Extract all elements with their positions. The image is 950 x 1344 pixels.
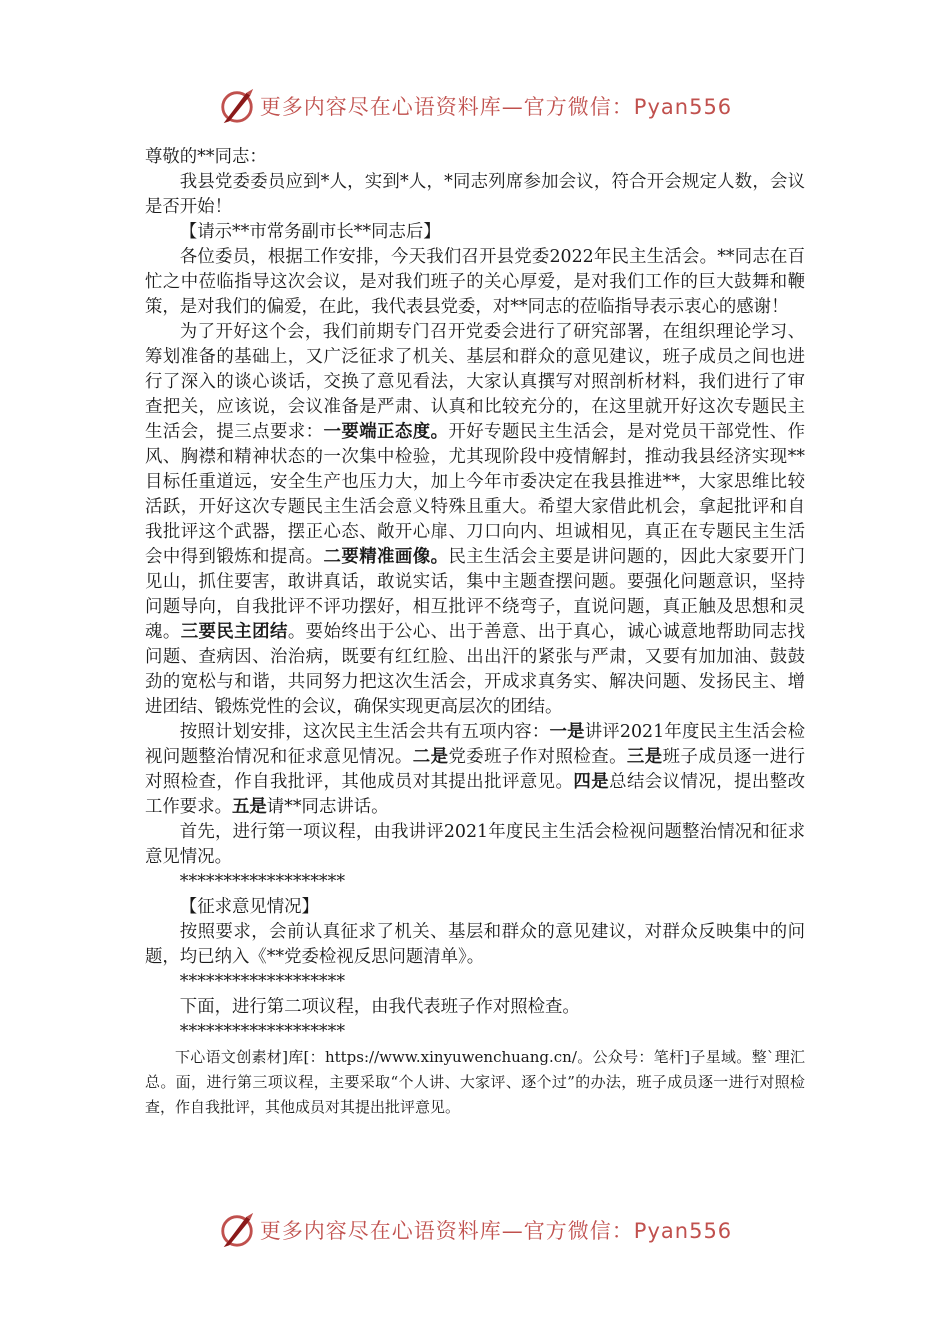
quill-logo-icon: [218, 1211, 256, 1249]
paragraph-welcome: 各位委员，根据工作安排，今天我们召开县党委2022年民主生活会。**同志在百忙之中莅临指导这次会议，是对我们班子的关心厚爱，是对我们工作的巨大鼓舞和鞭策，是对我们的偏爱，在此，我代表县党委，对**同志的莅临指导表示衷心的感谢！: [145, 247, 805, 317]
separator: *******************: [179, 1022, 346, 1042]
header-banner: [0, 84, 950, 128]
bold-point-3: 三要民主团结: [180, 622, 288, 642]
quill-logo-icon: [218, 87, 256, 125]
paragraph-request-note: 【请示**市常务副市长**同志后】: [179, 222, 441, 242]
footer-banner: [0, 1208, 950, 1252]
separator: *******************: [179, 972, 346, 992]
paragraph-first-item: 首先，进行第一项议程，由我讲评2021年度民主生活会检视问题整治情况和征求意见情况。: [145, 822, 805, 867]
document-body: [145, 145, 805, 1120]
separator: *******************: [179, 872, 346, 892]
bold-item-1: 一是: [549, 722, 585, 742]
text-run: 民主生活会主要是讲问题的，因此大家要开门见山，抓住要害，敢讲真话，敢说实话，集中主题查摆问题。要强化问题意识，坚持问题导向，自我批评不评功摆好，相互批评不绕弯子，直说问题，真正触及思想和灵魂。: [145, 547, 805, 642]
text-run: 讲评2021年度民主生活会检视问题整治情况和征求意见情况。: [145, 722, 805, 767]
bold-item-5: 五是: [231, 797, 267, 817]
salutation: 尊敬的**同志：: [145, 147, 267, 167]
text-run: 开好专题民主生活会，是对党员干部党性、作风、胸襟和精神状态的一次集中检验，尤其现阶段中疫情解封，推动我县经济实现**目标任重道远，安全生产也压力大，加上今年市委决定在我县推进**，大家思维比较活跃，开好这次专题民主生活会意义特殊且重大。希望大家借此机会，拿起批评和自我批评这个武器，摆正心态、敞开心扉、刀口向内、坦诚相见，真正在专题民主生活会中得到锻炼和提高。: [145, 422, 805, 567]
text-run: 为了开好这个会，我们前期专门召开党委会进行了研究部署，在组织理论学习、筹划准备的基础上，又广泛征求了机关、基层和群众的意见建议，班子成员之间也进行了深入的谈心谈话，交换了意见看法，大家认真撰写对照剖析材料，我们进行了审查把关，应该说，会议准备是严肃、认真和比较充分的，在这里就开好这次专题民主生活会，提三点要求：: [145, 322, 805, 442]
paragraph-quorum: 我县党委委员应到*人，实到*人，*同志列席参加会议，符合开会规定人数，会议是否开始！: [145, 172, 805, 217]
text-run: 。要始终出于公心、出于善意、出于真心，诚心诚意地帮助同志找问题、查病因、治治病，既要有红红脸、出出汗的紧张与严肃，又要有加加油、鼓鼓劲的宽松与和谐，共同努力把这次生活会，开成求真务实、解决问题、发扬民主、增进团结、锻炼党性的会议，确保实现更高层次的团结。: [145, 622, 805, 717]
section-heading: 【征求意见情况】: [179, 897, 319, 917]
paragraph-third-item: 下心语文创素材]库[：https://www.xinyuwenchuang.cn/。公众号：笔杆]子星域。整`理汇总。面，进行第三项议程，主要采取“个人讲、大家评、逐个过”的办法，班子成员逐一进行对照检查，作自我批评，其他成员对其提出批评意见。: [145, 1048, 805, 1116]
paragraph-agenda: [145, 720, 805, 820]
text-run: 班子成员逐一进行对照检查，作自我批评，其他成员对其提出批评意见。: [145, 747, 805, 792]
text-run: 党委班子作对照检查。: [448, 747, 627, 767]
text-run: 按照计划安排，这次民主生活会共有五项内容：: [179, 722, 550, 742]
footer-banner-text: 更多内容尽在心语资料库—官方微信：Pyan556: [259, 1219, 733, 1243]
bold-item-4: 四是: [573, 772, 610, 792]
text-run: 总结会议情况，提出整改工作要求。: [145, 772, 805, 817]
paragraph-opinions: 按照要求，会前认真征求了机关、基层和群众的意见建议，对群众反映集中的问题，均已纳入《**党委检视反思问题清单》。: [145, 922, 805, 967]
text-run: 请**同志讲话。: [266, 797, 389, 817]
bold-item-2: 二是: [412, 747, 449, 767]
header-banner-text: 更多内容尽在心语资料库—官方微信：Pyan556: [259, 95, 733, 119]
bold-point-1: 一要端正态度。: [323, 422, 449, 442]
bold-item-3: 三是: [626, 747, 663, 767]
bold-point-2: 二要精准画像。: [323, 547, 449, 567]
paragraph-second-item: 下面，进行第二项议程，由我代表班子作对照检查。: [179, 997, 580, 1017]
paragraph-requirements: [145, 320, 805, 720]
